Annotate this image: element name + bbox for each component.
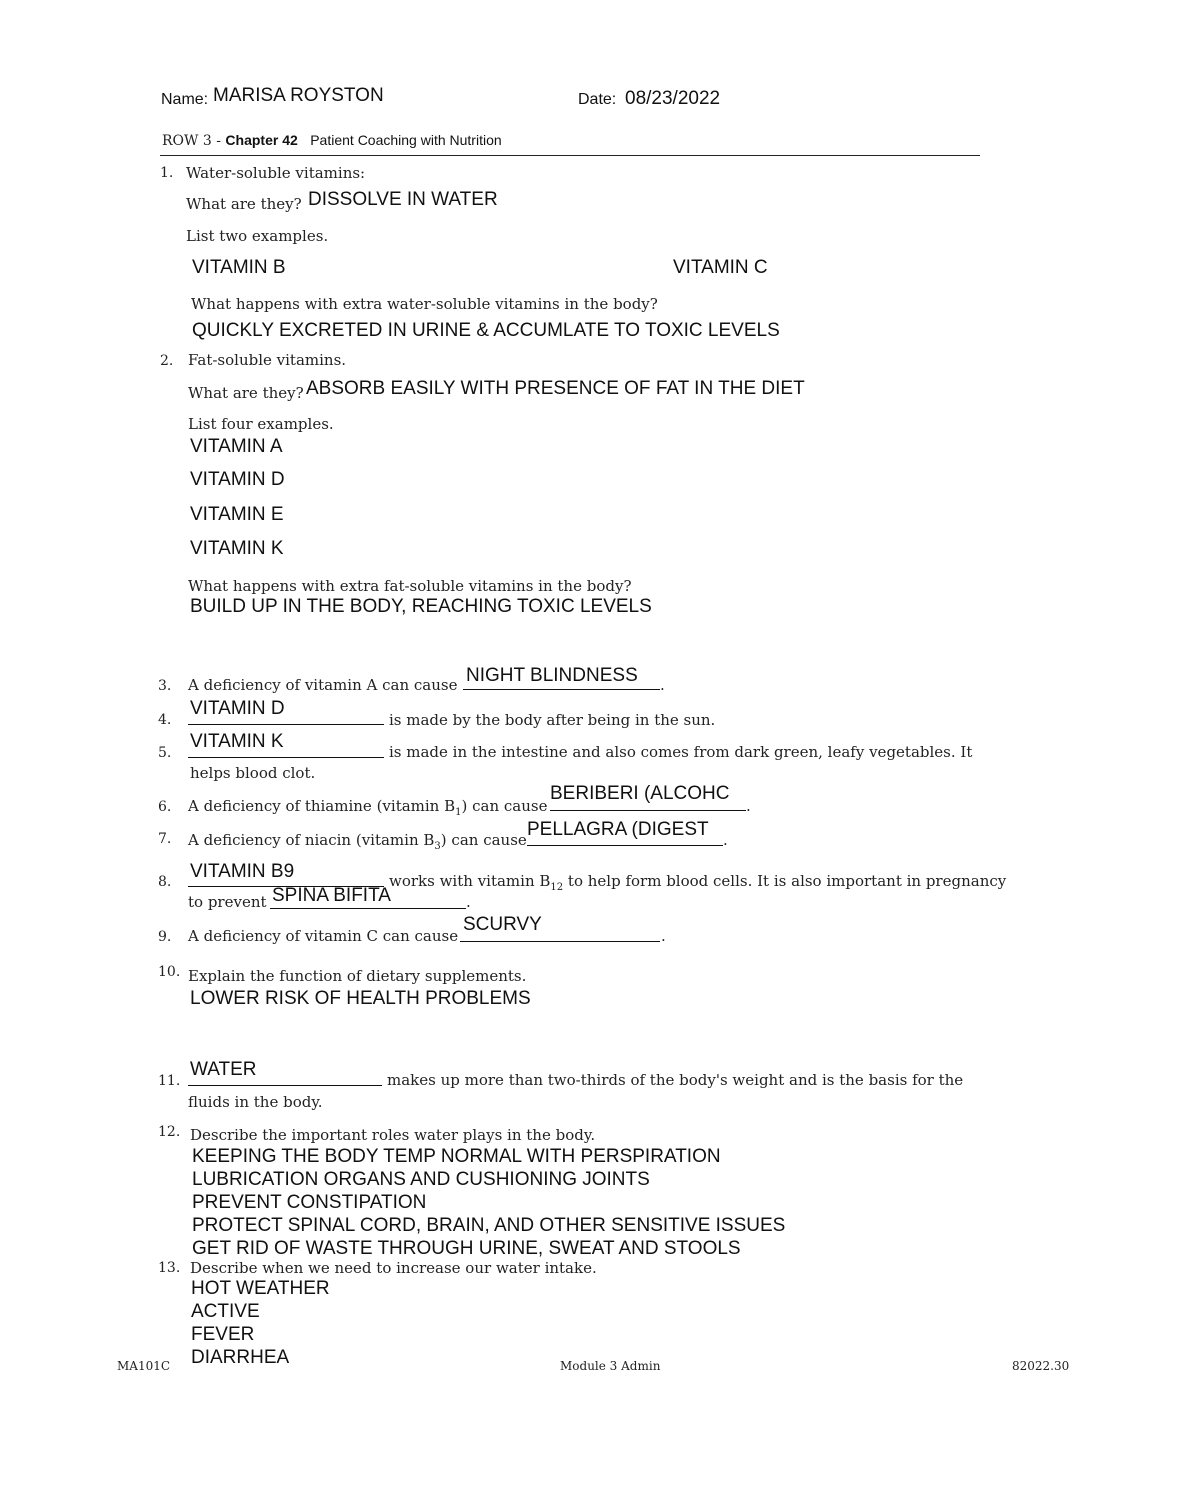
q9-suffix: . — [661, 927, 666, 945]
q3-number: 3. — [158, 678, 172, 694]
q2-what-answer[interactable]: ABSORB EASILY WITH PRESENCE OF FAT IN THE DIET — [306, 378, 805, 399]
q6-prefix — [188, 797, 548, 818]
q1-extra-answer[interactable]: QUICKLY EXCRETED IN URINE & ACCUMLATE TO TOXIC LEVELS — [192, 320, 780, 341]
q2-example-4[interactable]: VITAMIN K — [190, 538, 284, 559]
footer-module: Module 3 Admin — [560, 1359, 661, 1373]
q6-prefix-text: A deficiency of thiamine (vitamin B — [188, 797, 456, 815]
date-field[interactable]: 08/23/2022 — [625, 88, 721, 109]
q6-number: 6. — [158, 799, 172, 815]
q5-suffix: is made in the intestine and also comes from dark green, leafy vegetables. It — [389, 743, 973, 761]
q8-blank-line-2 — [270, 908, 466, 909]
q9-number: 9. — [158, 929, 172, 945]
q8-mid — [389, 872, 1006, 893]
q7-suffix: . — [723, 831, 728, 849]
q3-blank-line — [463, 689, 660, 690]
q9-answer[interactable]: SCURVY — [463, 914, 542, 935]
q7-number: 7. — [158, 831, 172, 847]
q2-example-1[interactable]: VITAMIN A — [190, 436, 283, 457]
q11-answer[interactable]: WATER — [190, 1059, 257, 1080]
q11-blank-line — [188, 1085, 382, 1086]
header-rule — [160, 155, 980, 156]
q5-blank-line — [188, 757, 384, 758]
q5-answer[interactable]: VITAMIN K — [190, 731, 284, 752]
q1-extra-label: What happens with extra water-soluble vitamins in the body? — [191, 295, 658, 313]
chapter-heading — [162, 132, 502, 149]
q2-example-2[interactable]: VITAMIN D — [190, 469, 285, 490]
q8-mid-text: works with vitamin B — [389, 872, 551, 890]
q13-answer-4[interactable]: DIARRHEA — [191, 1347, 290, 1368]
q6-prefix-end: ) can cause — [461, 797, 548, 815]
q2-example-3[interactable]: VITAMIN E — [190, 504, 284, 525]
q5-number: 5. — [158, 745, 172, 761]
q2-list-label: List four examples. — [188, 415, 334, 433]
name-label: Name: — [161, 91, 209, 108]
q8-mid-end: to help form blood cells. It is also important in pregnancy — [567, 872, 1007, 890]
q7-prefix — [188, 831, 527, 852]
q8-answer[interactable]: VITAMIN B9 — [190, 861, 295, 882]
q9-prefix: A deficiency of vitamin C can cause — [188, 927, 459, 945]
q4-blank-line — [188, 724, 384, 725]
course-code: ROW 3 - — [162, 133, 221, 149]
q12-number: 12. — [158, 1124, 181, 1140]
q8-suffix: . — [466, 893, 471, 911]
q6-blank-line — [550, 810, 746, 811]
q7-answer-box[interactable] — [527, 816, 723, 844]
name-field[interactable]: MARISA ROYSTON — [213, 85, 384, 106]
q12-answer-2[interactable]: LUBRICATION ORGANS AND CUSHIONING JOINTS — [192, 1169, 650, 1190]
q7-prefix-end: ) can cause — [440, 831, 527, 849]
q13-answer-4-box[interactable] — [189, 1347, 489, 1368]
q3-answer[interactable]: NIGHT BLINDNESS — [466, 665, 638, 686]
q9-blank-line — [460, 941, 660, 942]
q13-prompt: Describe when we need to increase our water intake. — [190, 1259, 597, 1277]
q13-answer-2[interactable]: ACTIVE — [191, 1301, 260, 1322]
q12-answer-3[interactable]: PREVENT CONSTIPATION — [192, 1192, 427, 1213]
q4-answer[interactable]: VITAMIN D — [190, 698, 285, 719]
q12-answer-5-box[interactable] — [190, 1238, 810, 1258]
q1-example-2[interactable]: VITAMIN C — [673, 257, 768, 278]
q5-suffix-line2: helps blood clot. — [190, 764, 316, 782]
footer-version: 82022.30 — [1012, 1359, 1070, 1373]
footer-course-code: MA101C — [117, 1359, 171, 1373]
q10-answer[interactable]: LOWER RISK OF HEALTH PROBLEMS — [190, 988, 531, 1009]
q6-answer[interactable]: BERIBERI (ALCOHC — [550, 783, 730, 804]
q1-example-1[interactable]: VITAMIN B — [192, 257, 286, 278]
q2-number: 2. — [160, 353, 174, 369]
q2-extra-answer[interactable]: BUILD UP IN THE BODY, REACHING TOXIC LEVELS — [190, 596, 652, 617]
q12-answer-1[interactable]: KEEPING THE BODY TEMP NORMAL WITH PERSPIRATION — [192, 1146, 721, 1167]
q8-number: 8. — [158, 874, 172, 890]
chapter-number: Chapter 42 — [225, 132, 298, 148]
q8-answer-2[interactable]: SPINA BIFITA — [272, 885, 391, 906]
q6-suffix: . — [746, 797, 751, 815]
q8-subscript: 12 — [550, 882, 564, 893]
q4-number: 4. — [158, 712, 172, 728]
q11-suffix-line2: fluids in the body. — [188, 1093, 323, 1111]
q13-number: 13. — [158, 1260, 181, 1276]
q1-prompt: Water-soluble vitamins: — [186, 164, 366, 182]
q13-answer-3[interactable]: FEVER — [191, 1324, 255, 1345]
q12-prompt: Describe the important roles water plays in the body. — [190, 1126, 596, 1144]
q6-subscript: 1 — [455, 807, 462, 818]
q1-number: 1. — [160, 165, 174, 181]
q6-answer-box[interactable] — [550, 780, 746, 808]
q7-prefix-text: A deficiency of niacin (vitamin B — [188, 831, 435, 849]
q12-answer-4[interactable]: PROTECT SPINAL CORD, BRAIN, AND OTHER SENSITIVE ISSUES — [192, 1215, 786, 1236]
q2-prompt: Fat-soluble vitamins. — [188, 351, 347, 369]
q13-answer-1[interactable]: HOT WEATHER — [191, 1278, 330, 1299]
date-label: Date: — [578, 91, 617, 108]
q7-blank-line — [527, 845, 723, 846]
q11-number: 11. — [158, 1073, 181, 1089]
q12-answer-5[interactable]: GET RID OF WASTE THROUGH URINE, SWEAT AND STOOLS — [192, 1238, 741, 1259]
q2-what-label: What are they? — [188, 384, 304, 402]
chapter-title: Patient Coaching with Nutrition — [310, 132, 502, 148]
q7-subscript: 3 — [434, 841, 441, 852]
q1-what-answer[interactable]: DISSOLVE IN WATER — [308, 189, 498, 210]
q3-suffix: . — [660, 676, 665, 694]
q8-line2-prefix: to prevent — [188, 893, 267, 911]
q10-number: 10. — [158, 964, 181, 980]
q7-answer[interactable]: PELLAGRA (DIGEST — [527, 819, 709, 840]
q11-suffix: makes up more than two-thirds of the body's weight and is the basis for the — [387, 1071, 964, 1089]
q2-extra-label: What happens with extra fat-soluble vitamins in the body? — [188, 577, 632, 595]
q1-what-label: What are they? — [186, 195, 302, 213]
q1-list-label: List two examples. — [186, 227, 329, 245]
q10-prompt: Explain the function of dietary supplements. — [188, 967, 527, 985]
q3-prefix: A deficiency of vitamin A can cause — [188, 676, 458, 694]
q4-suffix: is made by the body after being in the sun. — [389, 711, 716, 729]
